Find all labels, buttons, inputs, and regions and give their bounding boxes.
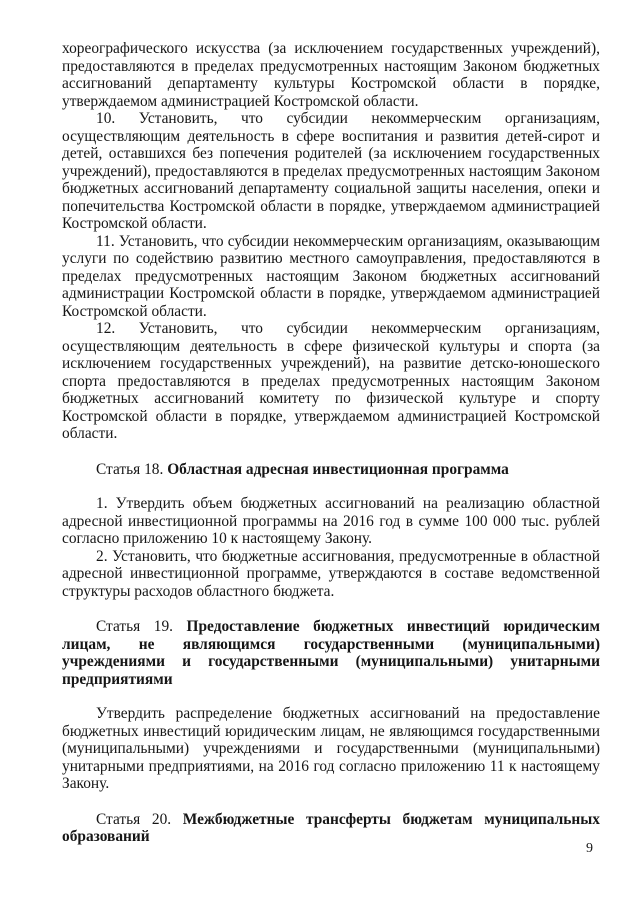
article-18-heading	[62, 461, 600, 479]
article-20-heading	[62, 811, 600, 846]
article-19-label: Статья 19.	[96, 618, 173, 635]
paragraph-continuation: хореографического искусства (за исключением государственных учреждений), предоставляются в пределах предусмотренных настоящим Законом бюджетных ассигнований департаменту культуры Костромской области в порядке, утверждаемом администрацией Костромской области.	[62, 40, 600, 110]
article-20-title: Межбюджетные трансферты бюджетам муниципальных образований	[62, 810, 600, 845]
article-19-heading	[62, 618, 600, 688]
article-19-title: Предоставление бюджетных инвестиций юридическим лицам, не являющимся государственными (муниципальными) учреждениями и государственными (муниципальными) унитарными предприятиями	[62, 618, 600, 688]
paragraph-11: 11. Установить, что субсидии некоммерческим организациям, оказывающим услуги по содействию развитию местного самоуправления, предоставляются в пределах предусмотренных настоящим Законом бюджетных ассигнований администрации Костромской области в порядке, утверждаемом администрацией Костромской области.	[62, 232, 600, 320]
article-18-label: Статья 18.	[96, 460, 164, 478]
article-20-label: Статья 20.	[96, 810, 172, 828]
article-19-paragraph-1: Утвердить распределение бюджетных ассигнований на предоставление бюджетных инвестиций юридическим лицам, не являющимся государственными (муниципальными) учреждениями и государственными (муниципальными) унитарными предприятиями, на 2016 год согласно приложению 11 к настоящему Закону.	[62, 705, 600, 792]
document-page	[62, 40, 600, 846]
paragraph-10: 10. Установить, что субсидии некоммерческим организациям, осуществляющим деятельность в сфере воспитания и развития детей-сирот и детей, оставшихся без попечения родителей (за исключением государственных учреждений), предоставляются в пределах предусмотренных настоящим Законом бюджетных ассигнований департаменту социальной защиты населения, опеки и попечительства Костромской области в порядке, утверждаемом администрацией Костромской области.	[62, 110, 600, 232]
paragraph-12: 12. Установить, что субсидии некоммерческим организациям, осуществляющим деятельность в сфере физической культуры и спорта (за исключением государственных учреждений), на развитие детско-юношеского спорта предоставляются в пределах предусмотренных настоящим Законом бюджетных ассигнований комитету по физической культуре и спорту Костромской области в порядке, утверждаемом администрацией Костромской области.	[62, 320, 600, 442]
article-18-paragraph-2: 2. Установить, что бюджетные ассигнования, предусмотренные в областной адресной инвестиционной программе, утверждаются в составе ведомственной структуры расходов областного бюджета.	[62, 547, 600, 600]
page-number: 9	[586, 841, 593, 856]
article-18-title: Областная адресная инвестиционная программа	[167, 460, 509, 478]
article-18-paragraph-1: 1. Утвердить объем бюджетных ассигнований на реализацию областной адресной инвестиционной программы на 2016 год в сумме 100 000 тыс. рублей согласно приложению 10 к настоящему Закону.	[62, 495, 600, 547]
